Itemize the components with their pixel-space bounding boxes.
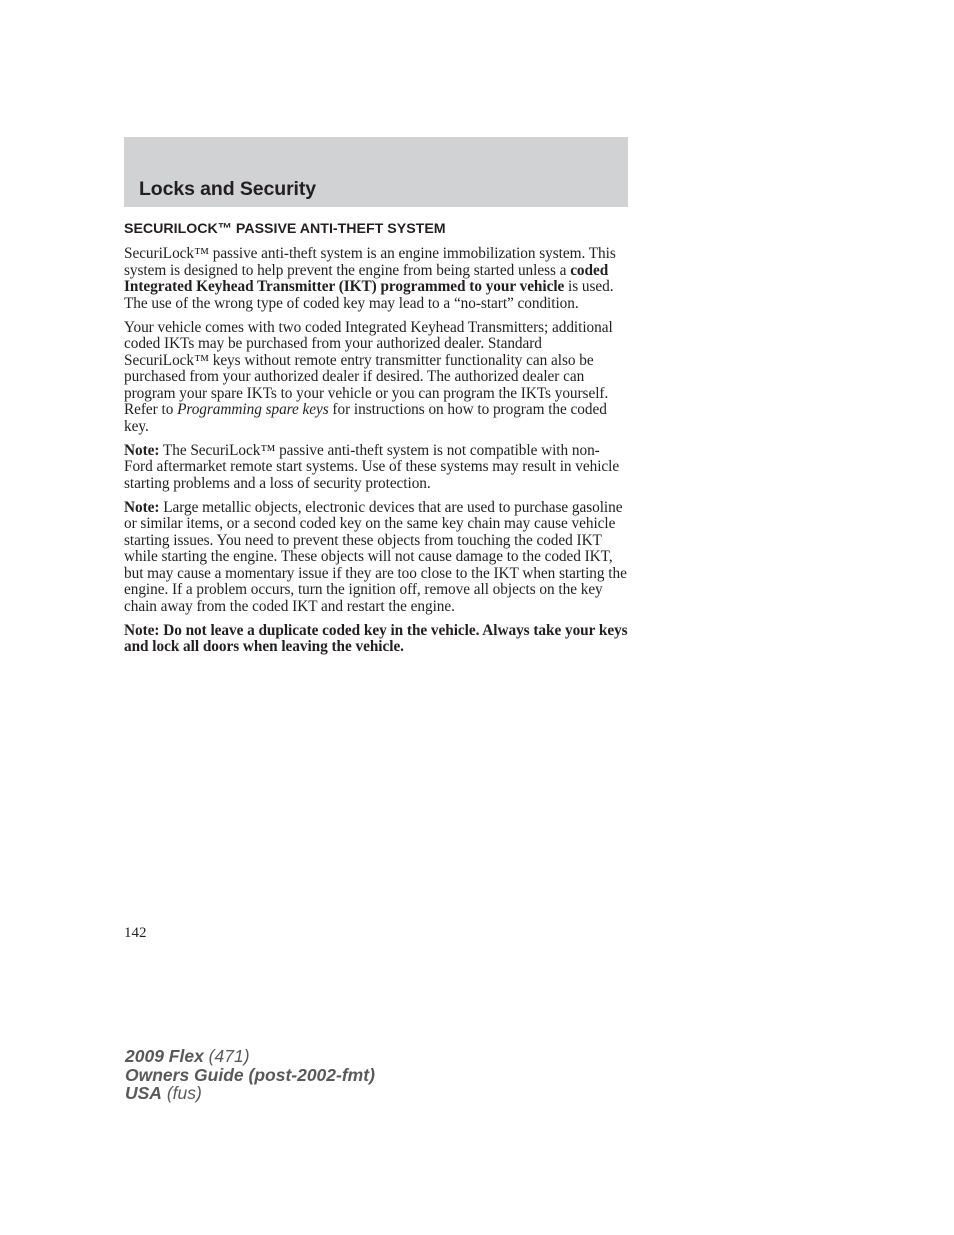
intro-paragraph bbox=[124, 246, 628, 312]
note-label: Note: bbox=[124, 441, 160, 459]
note-text: Large metallic objects, electronic devices that are used to purchase gasoline or similar items, or a second coded key on the same key chain may cause vehicle starting issues. You need to prevent these objects from touching the coded IKT while starting the engine. These objects will not cause damage to the coded IKT, but may cause a momentary issue if they are too close to the IKT when starting the engine. If a problem occurs, turn the ignition off, remove all objects on the key chain away from the coded IKT and restart the engine. bbox=[124, 498, 627, 615]
chapter-header-band bbox=[124, 137, 628, 207]
page-content bbox=[124, 221, 628, 663]
footer-model: 2009 Flex bbox=[125, 1046, 204, 1066]
footer-model-code: (471) bbox=[203, 1046, 250, 1066]
ikt-paragraph bbox=[124, 320, 628, 436]
footer-model-line bbox=[125, 1047, 375, 1066]
intro-text-start: SecuriLock™ passive anti-theft system is an engine immobilization system. This system is designed to help prevent the engine from being started unless a bbox=[124, 245, 616, 279]
footer-market-line bbox=[125, 1084, 375, 1103]
intro-emphasis: coded Integrated Keyhead Transmitter (IKT) programmed to your vehicle bbox=[124, 261, 609, 295]
footer-market-code: (fus) bbox=[161, 1083, 202, 1103]
note-remote-start bbox=[124, 443, 628, 493]
footer-guide-line: Owners Guide (post-2002-fmt) bbox=[125, 1064, 375, 1085]
note-duplicate-key: Note: Do not leave a duplicate coded key in the vehicle. Always take your keys and lock all doors when leaving the vehicle. bbox=[124, 621, 628, 655]
note-label: Note: bbox=[124, 498, 160, 516]
section-heading: SECURILOCK™ PASSIVE ANTI-THEFT SYSTEM bbox=[124, 221, 446, 237]
chapter-title: Locks and Security bbox=[139, 178, 317, 200]
programming-spare-keys-reference: Programming spare keys bbox=[177, 401, 329, 418]
document-footer bbox=[125, 1047, 375, 1103]
note-text: The SecuriLock™ passive anti-theft system is not compatible with non-Ford aftermarket remote start systems. Use of these systems may result in vehicle starting problems and a loss of security protection. bbox=[124, 441, 620, 492]
footer-market: USA bbox=[125, 1083, 162, 1103]
ikt-text-start: Your vehicle comes with two coded Integrated Keyhead Transmitters; additional coded IKTs may be purchased from your authorized dealer. Standard SecuriLock™ keys without remote entry transmitter functionality can also be purchased from your authorized dealer if desired. The authorized dealer can program your spare IKTs to your vehicle or you can program the IKTs yourself. Refer to bbox=[124, 318, 613, 418]
intro-text-end: is used. The use of the wrong type of coded key may lead to a “no-start” condition. bbox=[124, 278, 614, 312]
note-metallic-objects bbox=[124, 500, 628, 616]
page-number: 142 bbox=[124, 925, 147, 941]
ikt-text-end: for instructions on how to program the coded key. bbox=[124, 401, 607, 435]
